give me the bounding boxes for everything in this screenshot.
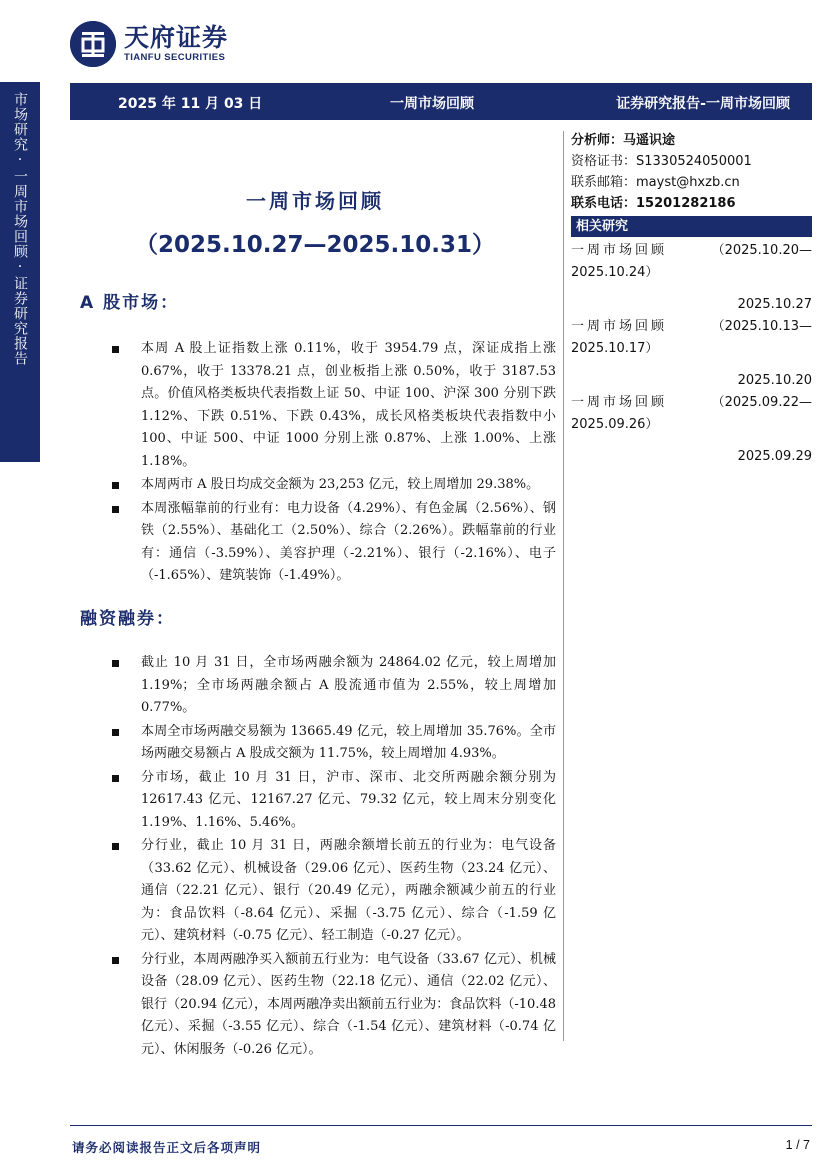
- report-date: 2025 年 11 月 03 日: [118, 96, 263, 112]
- company-logo: [70, 20, 228, 68]
- list-item: [80, 835, 556, 948]
- section-title-a-share: A 股市场：: [80, 293, 180, 313]
- bullet-text: 分市场，截止 10 月 31 日，沪市、深市、北交所两融余额分别为 12617.43 亿元、12167.27 亿元、79.32 亿元，较上周末分别变化 1.19%、1.16%、5.46%。: [141, 769, 556, 830]
- side-banner-text: 市场研究·一周市场回顾·证券研究报告: [12, 92, 28, 366]
- related-item[interactable]: [571, 316, 812, 392]
- report-category: 一周市场回顾: [390, 96, 474, 112]
- analyst-panel: [571, 130, 812, 468]
- bullet-text: 本周两市 A 股日均成交金额为 23,253 亿元，较上周增加 29.38%。: [141, 477, 540, 492]
- list-item: [80, 767, 556, 835]
- bullet-text: 本周 A 股上证指数上涨 0.11%，收于 3954.79 点，深证成指上涨 0.67%，收于 13378.21 点，创业板指上涨 0.50%，收于 3187.53 点。价值风格类板块代表指数上证 50、中证 100、沪深 300 分别下跌 1.12%、下跌 0.51%、下跌 0.43%，成长风格类板块代表指数中小 100、中证 500、中证 1000 分别上涨 0.87%、上涨 1.00%、上涨 1.18%。: [141, 341, 556, 469]
- logo-mark-icon: [70, 21, 116, 67]
- related-item-period-end: 2025.10.17）: [571, 341, 659, 356]
- a-share-bullets: [80, 338, 556, 589]
- report-type: 证券研究报告-一周市场回顾: [616, 96, 790, 112]
- page-title: 一周市场回顾: [246, 189, 384, 213]
- logo-name-en: TIANFU SECURITIES: [124, 52, 226, 63]
- header-bar: [70, 83, 812, 120]
- page-number: 1 / 7: [785, 1138, 810, 1152]
- list-item: [80, 338, 556, 473]
- column-divider: [563, 131, 564, 1041]
- related-item[interactable]: [571, 240, 812, 316]
- related-item-period-end: 2025.10.24）: [571, 265, 659, 280]
- bullet-square-icon: [112, 775, 119, 782]
- bullet-text: 分行业，截止 10 月 31 日，两融余额增长前五的行业为：电气设备（33.62 亿元）、机械设备（29.06 亿元）、医药生物（23.24 亿元）、通信（22.21 亿元）、银行（20.49 亿元），两融余额减少前五的行业为：食品饮料（-8.64 亿元）、采掘（-3.75 亿元）、综合（-1.59 亿元）、建筑材料（-0.75 亿元）、轻工制造（-0.27 亿元）。: [141, 838, 556, 943]
- related-item-title: 一周市场回顾: [571, 319, 668, 334]
- list-item: [80, 652, 556, 720]
- bullet-square-icon: [112, 843, 119, 850]
- section-title-margin: 融资融券：: [80, 609, 175, 629]
- related-item-date: 2025.10.27: [737, 297, 812, 312]
- margin-bullets: [80, 652, 556, 1062]
- related-item-period-start: （2025.10.20—: [711, 243, 812, 258]
- bullet-square-icon: [112, 660, 119, 667]
- related-item-period-end: 2025.09.26）: [571, 417, 659, 432]
- list-item: [80, 721, 556, 766]
- bullet-text: 截止 10 月 31 日，全市场两融余额为 24864.02 亿元，较上周增加 1.19%；全市场两融余额占 A 股流通市值为 2.55%，较上周增加 0.77%。: [141, 655, 556, 715]
- list-item: [80, 474, 556, 497]
- bullet-square-icon: [112, 506, 119, 513]
- analyst-email: 联系邮箱：mayst@hxzb.cn: [571, 175, 740, 190]
- side-banner: [0, 82, 40, 462]
- list-item: [80, 949, 556, 1062]
- bullet-square-icon: [112, 729, 119, 736]
- footer-divider: [70, 1125, 812, 1126]
- bullet-text: 本周涨幅靠前的行业有：电力设备（4.29%）、有色金属（2.56%）、钢铁（2.55%）、基础化工（2.50%）、综合（2.26%）。跌幅靠前的行业有：通信（-3.59%）、美容护理（-2.21%）、银行（-2.16%）、电子（-1.65%）、建筑装饰（-1.49%）。: [141, 500, 556, 583]
- related-item-title: 一周市场回顾: [571, 243, 668, 258]
- analyst-name: 分析师：马遥识途: [571, 133, 676, 148]
- footer-disclaimer[interactable]: 请务必阅读报告正文后各项声明: [72, 1140, 262, 1155]
- bullet-square-icon: [112, 957, 119, 964]
- analyst-cert: 资格证书：S1330524050001: [571, 154, 752, 169]
- related-item-date: 2025.09.29: [737, 449, 812, 464]
- logo-name-cn: 天府证券: [124, 23, 229, 52]
- related-item-period-start: （2025.09.22—: [711, 395, 812, 410]
- bullet-square-icon: [112, 482, 119, 489]
- bullet-square-icon: [112, 346, 119, 353]
- related-item-title: 一周市场回顾: [571, 395, 668, 410]
- related-item-date: 2025.10.20: [737, 373, 812, 388]
- analyst-phone: 联系电话：15201282186: [571, 196, 736, 211]
- related-item[interactable]: [571, 392, 812, 468]
- bullet-text: 本周全市场两融交易额为 13665.49 亿元，较上周增加 35.76%。全市场两融交易额占 A 股成交额为 11.75%，较上周增加 4.93%。: [141, 723, 556, 761]
- page-period: （2025.10.27—2025.10.31）: [134, 232, 495, 258]
- list-item: [80, 498, 556, 588]
- related-item-period-start: （2025.10.13—: [711, 319, 812, 334]
- bullet-text: 分行业，本周两融净买入额前五行业为：电气设备（33.67 亿元）、机械设备（28.09 亿元）、医药生物（22.18 亿元）、通信（22.02 亿元）、银行（20.94 亿元），本周两融净卖出额前五行业为：食品饮料（-10.48 亿元）、采掘（-3.55 亿元）、综合（-1.54 亿元）、建筑材料（-0.74 亿元）、休闲服务（-0.26 亿元）。: [141, 951, 556, 1057]
- related-research-header: 相关研究: [571, 216, 812, 237]
